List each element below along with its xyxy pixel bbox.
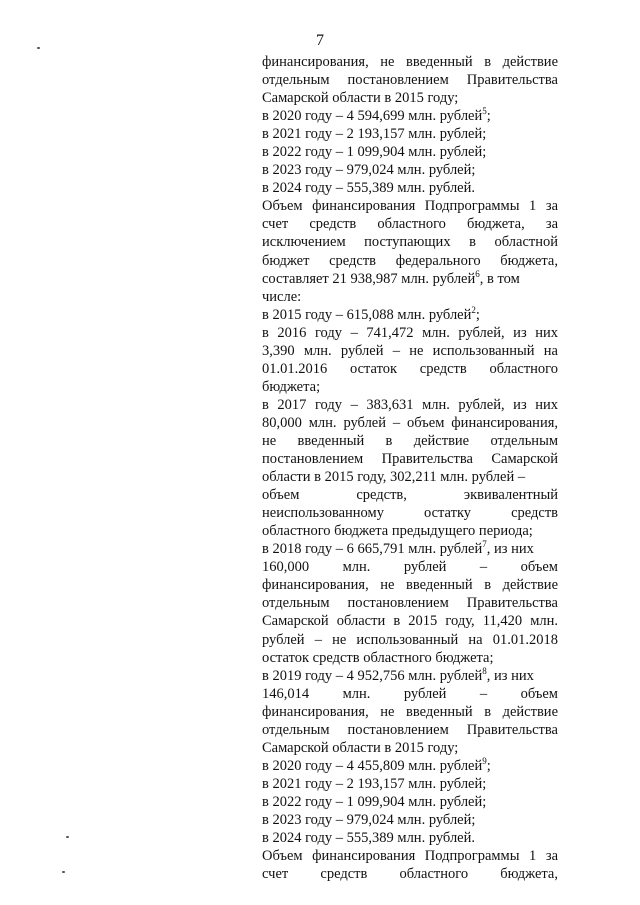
text-line [262,811,558,829]
text-line-content: отдельным постановлением Правительства [262,721,558,738]
text-line-content: составляет 21 938,987 млн. рублей [262,270,476,287]
text-line-content: 01.01.2016 остаток средств областного [262,360,558,377]
text-line [262,540,558,558]
text-line-content: в 2017 году – 383,631 млн. рублей, из них [262,396,558,413]
footnote-marker: 5 [482,106,487,117]
text-line [262,125,558,143]
text-line-content: 80,000 млн. рублей – объем финансирования, [262,414,558,431]
text-line-content: в 2020 году – 4 594,699 млн. рублей [262,108,483,125]
text-line-content: в 2021 году – 2 193,157 млн. рублей; [262,775,487,792]
footnote-marker: 2 [471,304,476,315]
text-line-tail: , из них [486,541,534,558]
text-line [262,450,558,468]
text-line [262,288,558,306]
footnote-marker: 9 [482,755,487,766]
text-line [262,233,558,251]
text-line [262,631,558,649]
text-line-content: счет средств областного бюджета, за [262,216,558,233]
text-line [262,685,558,703]
text-line-content: в 2023 году – 979,024 млн. рублей; [262,811,476,828]
text-line [262,504,558,522]
text-line [262,775,558,793]
text-line-content: областного бюджета предыдущего периода; [262,523,533,540]
text-line-content: в 2021 году – 2 193,157 млн. рублей; [262,126,487,143]
text-line-tail: ; [486,108,491,125]
text-line-content: финансирования, не введенный в действие [262,54,558,70]
text-line-content: финансирования, не введенный в действие [262,703,558,720]
text-line-content: остаток средств областного бюджета; [262,649,494,666]
text-line [262,829,558,847]
text-line [262,342,558,360]
text-line-content: отдельным постановлением Правительства [262,595,558,612]
page-number: 7 [316,32,324,49]
text-line [262,270,558,288]
text-line-content: 160,000 млн. рублей – объем [262,559,558,576]
text-line [262,793,558,811]
text-line [262,161,558,179]
footnote-marker: 8 [482,665,487,676]
scan-speck [37,47,40,49]
text-line-content: неиспользованному остатку средств [262,505,558,522]
text-line [262,107,558,125]
text-line-content: Объем финансирования Подпрограммы 1 за [262,848,558,865]
text-line-content: в 2023 году – 979,024 млн. рублей; [262,162,476,179]
text-line [262,179,558,197]
text-line [262,558,558,576]
text-line-content: Объем финансирования Подпрограммы 1 за [262,198,558,215]
text-line-content: области в 2015 году, 302,211 млн. рублей – [262,469,526,486]
text-line-content: не введенный в действие отдельным [262,432,558,449]
text-line-content: бюджета; [262,378,321,395]
text-line-content: постановлением Правительства Самарской [262,451,558,468]
text-line-tail: , в том [479,270,520,287]
text-line-tail: , из них [486,667,534,684]
text-line-tail: ; [486,757,491,774]
text-line [262,522,558,540]
text-line-content: в 2019 году – 4 952,756 млн. рублей [262,667,483,684]
text-line [262,667,558,685]
text-line [262,576,558,594]
document-text-column [262,53,558,883]
text-line [262,757,558,775]
text-line [262,197,558,215]
text-line [262,703,558,721]
text-line [262,306,558,324]
text-line-content: в 2016 году – 741,472 млн. рублей, из них [262,324,558,341]
text-line [262,847,558,865]
text-line [262,215,558,233]
text-line [262,360,558,378]
text-line-content: в 2022 году – 1 099,904 млн. рублей; [262,793,487,810]
text-line [262,865,558,883]
text-line [262,71,558,89]
text-line [262,252,558,270]
text-line-content: в 2024 году – 555,389 млн. рублей. [262,830,476,847]
text-line-content: в 2015 году – 615,088 млн. рублей [262,306,472,323]
text-line-content: в 2020 году – 4 455,809 млн. рублей [262,757,483,774]
text-line-tail: ; [475,306,480,323]
text-line-content: исключением поступающих в областной [262,234,558,251]
text-line [262,594,558,612]
text-line-content: финансирования, не введенный в действие [262,577,558,594]
text-line [262,432,558,450]
text-line-content: счет средств областного бюджета, [262,866,558,883]
text-line [262,396,558,414]
text-line-content: бюджет средств федерального бюджета, [262,252,558,269]
text-line-content: отдельным постановлением Правительства [262,72,558,89]
text-line [262,721,558,739]
text-line [262,612,558,630]
text-line-content: Самарской области в 2015 году; [262,739,459,756]
text-line-content: Самарской области в 2015 году, 11,420 млн. [262,613,558,630]
text-line [262,53,558,71]
scan-speck [66,836,69,838]
footnote-marker: 6 [475,268,480,279]
text-line-content: числе: [262,288,302,305]
text-line-content: в 2024 году – 555,389 млн. рублей. [262,180,476,197]
text-line-content: 146,014 млн. рублей – объем [262,685,558,702]
text-line-content: в 2022 году – 1 099,904 млн. рублей; [262,144,487,161]
text-line [262,486,558,504]
scan-speck [62,871,65,873]
text-line [262,324,558,342]
text-line [262,414,558,432]
text-line-content: 3,390 млн. рублей – не использованный на [262,342,558,359]
footnote-marker: 7 [482,539,487,550]
text-line-content: в 2018 году – 6 665,791 млн. рублей [262,541,483,558]
text-line [262,143,558,161]
text-line-content: рублей – не использованный на 01.01.2018 [262,631,558,648]
text-line-content: Самарской области в 2015 году; [262,90,459,107]
text-line [262,468,558,486]
text-line-content: объем средств, эквивалентный [262,487,558,504]
